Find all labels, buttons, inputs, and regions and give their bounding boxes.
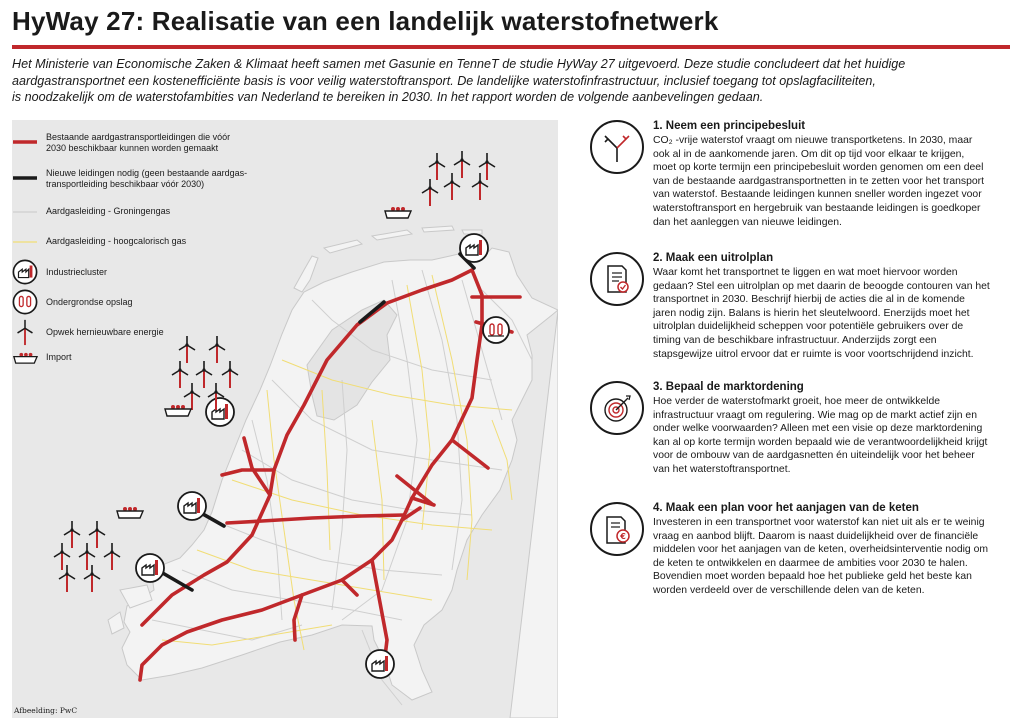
legend-item <box>12 288 266 316</box>
legend-item <box>12 202 266 222</box>
text-line: Bovendien moet worden bepaald hoe het publieke geld het beste kan <box>653 571 972 583</box>
target-icon <box>590 381 644 435</box>
text-line: kan al op korte termijn worden bepaald wie de verantwoordelijkheid krijgt <box>653 436 988 448</box>
text-line: de keten te ontwikkelen en daarmee de ambities voor 2030 te halen. <box>653 557 968 569</box>
text-line: jaren nodig zijn. Balans is hierin het sleutelwoord. Enerzijds moet het <box>653 307 970 319</box>
red-pipeline-swatch <box>12 132 38 152</box>
text-line: Waar komt het transportnet te liggen en wat moet hiervoor worden <box>653 267 958 278</box>
euro-funding-icon <box>590 502 644 556</box>
industry-cluster-icon <box>136 554 164 582</box>
legend-label: transportleiding beschikbaar vóór 2030) <box>46 179 205 189</box>
recommendation-text <box>653 134 1023 229</box>
text-line: timing van de beschikbare infrastructuur. Anderzijds zorgt een <box>653 334 937 346</box>
text-line: waterstoftransport en hergebruik van bestaande leidingen is goedkoper <box>653 202 981 214</box>
text-line: onder welke voorwaarden? Alleen met een visie op deze marktordening <box>653 423 983 435</box>
industry-cluster-icon <box>178 492 206 520</box>
legend-item <box>12 168 266 190</box>
document-checklist-icon <box>590 252 644 306</box>
legend-label: Nieuwe leidingen nodig (geen bestaande aardgas- <box>46 168 248 178</box>
wind-turbine-icon <box>12 318 38 346</box>
legend-label: Aardgasleiding - hoogcalorisch gas <box>46 236 187 246</box>
recommendation-title: 2. Maak een uitrolplan <box>653 252 774 264</box>
text-line: voor de ombouw van de aardgasnetten én uiteindelijk voor het beheer <box>653 450 975 462</box>
text-line: van het waterstoftransportnet. <box>653 463 791 475</box>
text-line: transportnet in 2030. Beschrijf hierbij de acties die al in de komende <box>653 294 965 306</box>
legend-label: 2030 beschikbaar kunnen worden gemaakt <box>46 143 219 153</box>
intro-line: is noodzakelijk om de waterstofambities van Nederland te bereiken in 2030. In het rapport worden de volgende aanbevelingen gedaan. <box>12 90 764 104</box>
text-line: Hoe verder de waterstofmarkt groeit, hoe meer de ontwikkelde <box>653 396 941 407</box>
text-line: van de bestaande aardgastransportnetten in te zetten voor het transport <box>653 175 984 187</box>
text-line: CO₂ -vrije waterstof vraagt om nieuwe transportketens. In 2030, maar <box>653 135 973 146</box>
storage-tanks-icon <box>12 288 38 316</box>
text-line: gedaan? Stel een uitrolplan op met daarin de beoogde contouren van het <box>653 280 990 292</box>
recommendation-title: 1. Neem een principebesluit <box>653 120 806 132</box>
recommendation-title: 3. Bepaal de marktordening <box>653 381 804 393</box>
grey-pipeline-swatch <box>12 202 38 222</box>
yellow-pipeline-swatch <box>12 232 38 252</box>
legend-item <box>12 318 266 346</box>
legend-label: Aardgasleiding - Groningengas <box>46 206 171 216</box>
legend-label: Industriecluster <box>46 267 108 277</box>
title-underline <box>12 45 1010 49</box>
junction-arrows-icon <box>590 120 644 174</box>
recommendation-text <box>653 395 1023 477</box>
text-line: vraag en aanbod blijft. Daarom is naast duidelijkheid over de financiële <box>653 530 979 542</box>
industry-cluster-icon <box>206 398 234 426</box>
ship-icon <box>12 348 38 368</box>
recommendation-text <box>653 516 1023 598</box>
text-line: uitrolplan duidelijkheid scheppen voor potentiële gebruikers over de <box>653 321 964 333</box>
industry-cluster-icon <box>366 650 394 678</box>
intro-text <box>12 56 1012 106</box>
text-line: worden verdeeld over de verschillende delen van de keten. <box>653 584 925 596</box>
recommendation-text <box>653 266 1023 361</box>
legend-item <box>12 232 266 252</box>
legend-label: Ondergrondse opslag <box>46 297 133 307</box>
legend-item <box>12 348 266 368</box>
intro-line: Het Ministerie van Economische Zaken & Klimaat heeft samen met Gasunie en TenneT de studie HyWay 27 uitgevoerd. Deze studie concludeert dat het huidige <box>12 57 906 71</box>
legend-label: Bestaande aardgastransportleidingen die vóór <box>46 132 231 142</box>
page-title: HyWay 27: Realisatie van een landelijk waterstofnetwerk <box>12 6 719 36</box>
underground-storage-icon <box>483 317 509 343</box>
text-line: van waterstof. Bestaande leidingen kunnen sneller worden ingezet voor <box>653 189 982 201</box>
factory-icon <box>12 258 38 286</box>
legend-item <box>12 132 266 154</box>
legend-label: Import <box>46 352 72 362</box>
text-line: dan het aanleggen van nieuwe leidingen. <box>653 216 842 228</box>
intro-line: aardgastransportnet een kostenefficiënte basis is voor veilig waterstoftransport. De landelijke waterstofinfrastructuur, inclusief toegang tot opslagfaciliteiten, <box>12 73 876 88</box>
text-line: Investeren in een transportnet voor waterstof kan niet uit als er te weinig <box>653 517 985 528</box>
legend-label: Opwek hernieuwbare energie <box>46 327 164 337</box>
recommendation-title: 4. Maak een plan voor het aanjagen van de keten <box>653 502 919 514</box>
legend-item <box>12 258 266 286</box>
black-pipeline-swatch <box>12 168 38 188</box>
text-line: moet op korte termijn een principebesluit worden genomen om een deel <box>653 162 984 174</box>
svg-text:€: € <box>620 532 626 541</box>
text-line: ook al in de aankomende jaren. Om dit op tijd voor elkaar te krijgen, <box>653 148 965 160</box>
text-line: middelen voor het aanjagen van de keten, overheidsinterventie nodig om <box>653 544 989 556</box>
industry-cluster-icon <box>460 234 488 262</box>
text-line: stapsgewijze uitrol ervoor dat er ruimte is voor voortschrijdend inzicht. <box>653 348 974 360</box>
text-line: infrastructuur vraagt om regulering. Wie mag op de markt actief zijn en <box>653 409 977 421</box>
image-credit: Afbeelding: PwC <box>14 706 78 715</box>
